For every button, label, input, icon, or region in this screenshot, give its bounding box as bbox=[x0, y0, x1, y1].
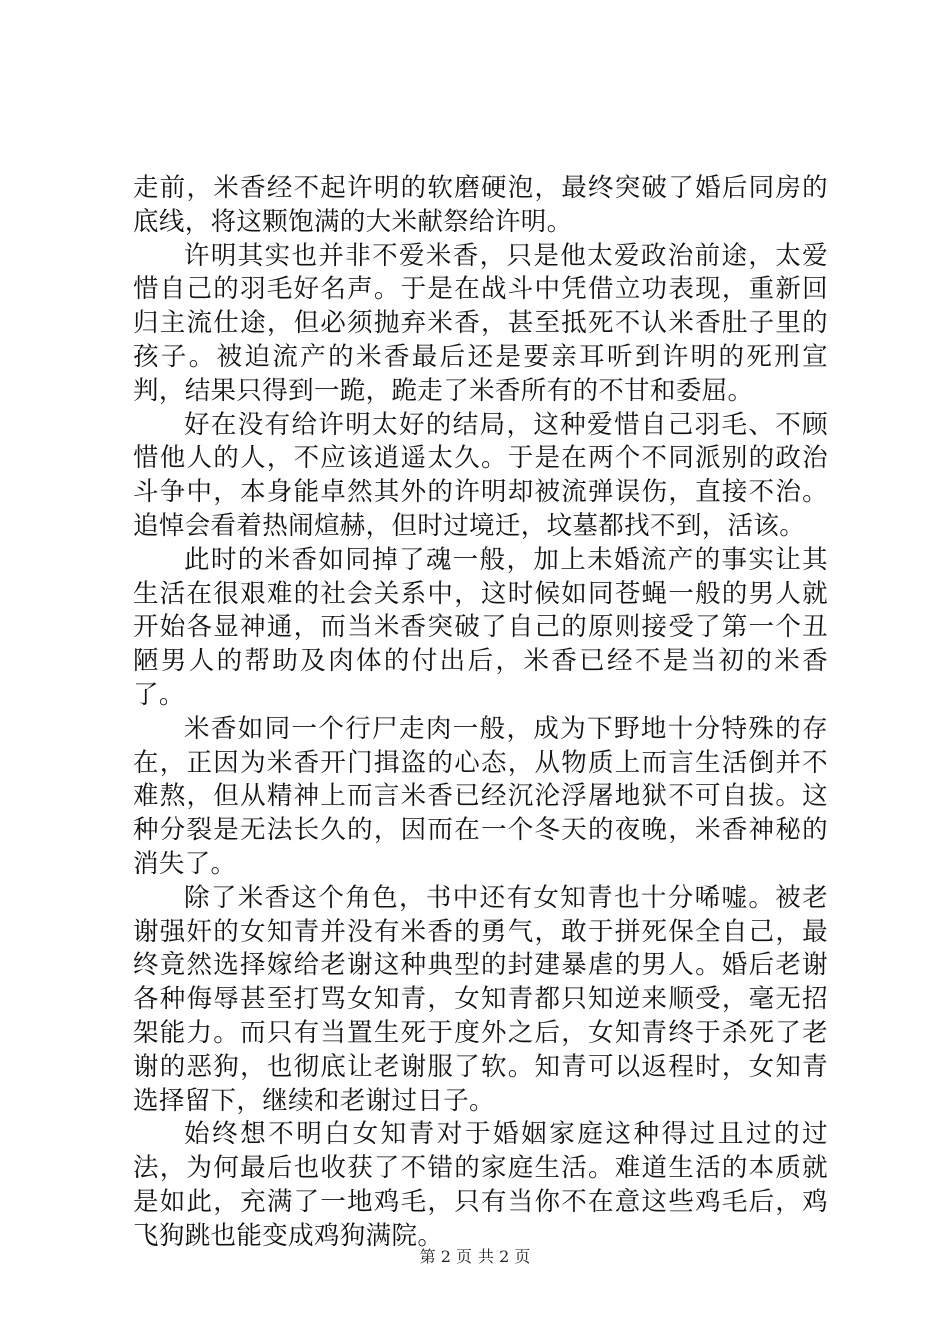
page-total: 共 2 页 bbox=[478, 1247, 531, 1266]
paragraph-1: 走前，米香经不起许明的软磨硬泡，最终突破了婚后同房的底线，将这颗饱满的大米献祭给许明。 bbox=[133, 173, 828, 237]
paragraph-6: 除了米香这个角色，书中还有女知青也十分唏嘘。被老谢强奸的女知青并没有米香的勇气，敢于拼死保全自己，最终竟然选择嫁给老谢这种典型的封建暴虐的男人。婚后老谢各种侮辱甚至打骂女知青，女知青都只知逆来顺受，毫无招架能力。而只有当置生死于度外之后，女知青终于杀死了老谢的恶狗，也彻底让老谢服了软。知青可以返程时，女知青选择留下，继续和老谢过日子。 bbox=[133, 882, 828, 1116]
paragraph-7: 始终想不明白女知青对于婚姻家庭这种得过且过的过法，为何最后也收获了不错的家庭生活。难道生活的本质就是如此，充满了一地鸡毛，只有当你不在意这些鸡毛后，鸡飞狗跳也能变成鸡狗满院。 bbox=[133, 1119, 828, 1251]
document-body bbox=[133, 172, 828, 1254]
paragraph-4: 此时的米香如同掉了魂一般，加上未婚流产的事实让其生活在很艰难的社会关系中，这时候如同苍蝇一般的男人就开始各显神通，而当米香突破了自己的原则接受了第一个丑陋男人的帮助及肉体的付出后，米香已经不是当初的米香了。 bbox=[133, 544, 828, 710]
page-number: 第 2 页 bbox=[419, 1247, 472, 1266]
paragraph-5: 米香如同一个行尸走肉一般，成为下野地十分特殊的存在，正因为米香开门揖盗的心态，从物质上而言生活倒并不难熬，但从精神上而言米香已经沉沦浮屠地狱不可自拔。这种分裂是无法长久的，因而在一个冬天的夜晚，米香神秘的消失了。 bbox=[133, 713, 828, 879]
paragraph-2: 许明其实也并非不爱米香，只是他太爱政治前途，太爱惜自己的羽毛好名声。于是在战斗中凭借立功表现，重新回归主流仕途，但必须抛弃米香，甚至抵死不认米香肚子里的孩子。被迫流产的米香最后还是要亲耳听到许明的死刑宣判，结果只得到一跪，跪走了米香所有的不甘和委屈。 bbox=[133, 240, 828, 406]
paragraph-3: 好在没有给许明太好的结局，这种爱惜自己羽毛、不顾惜他人的人，不应该逍遥太久。于是在两个不同派别的政治斗争中，本身能卓然其外的许明却被流弹误伤，直接不治。追悼会看着热闹煊赫，但时过境迁，坟墓都找不到，活该。 bbox=[133, 409, 828, 541]
page-footer bbox=[0, 1244, 950, 1267]
